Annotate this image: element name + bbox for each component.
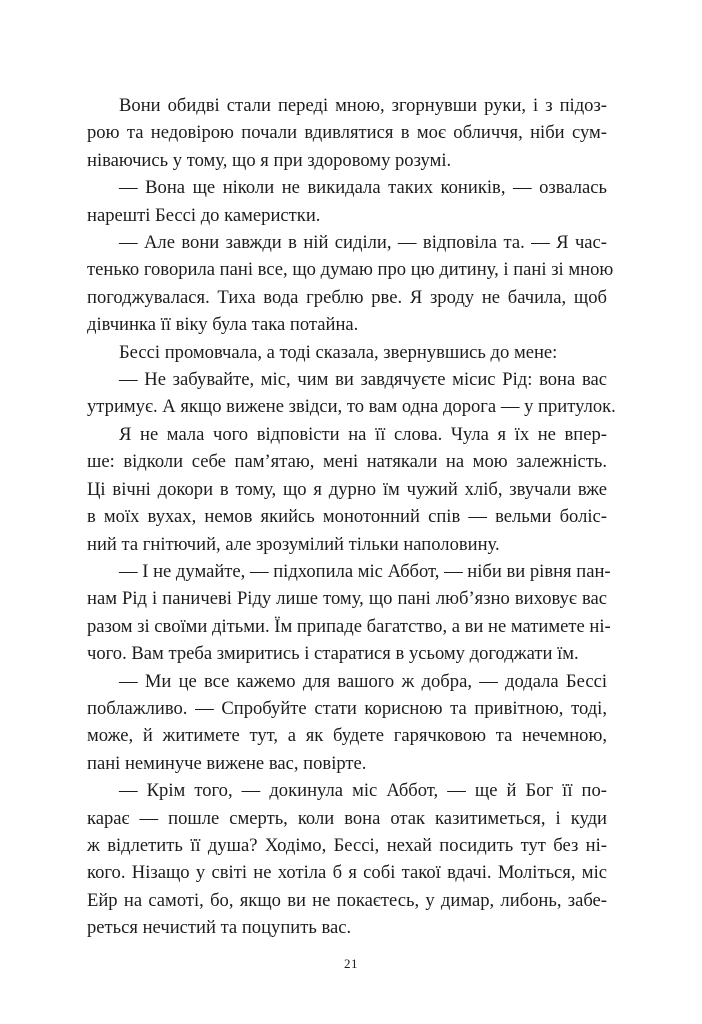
- paragraph: [87, 421, 607, 558]
- text-line: утримує. А якщо вижене звідси, то вам одна дорога — у притулок.: [87, 396, 616, 418]
- text-line: нам Рід і паничеві Ріду лише тому, що пані люб’язно виховує вас: [87, 588, 607, 610]
- text-line: реться нечистий та поцупить вас.: [87, 917, 352, 939]
- text-line: — Не забувайте, міс, чим ви завдячуєте місис Рід: вона вас: [119, 369, 607, 391]
- text-line: — Але вони завжди в ній сиділи, — відповіла та. — Я час-: [119, 232, 607, 254]
- text-line: разом зі своїми дітьми. Їм припаде багатство, а ви не матимете ні-: [87, 615, 611, 637]
- text-line: пані неминуче вижене вас, повірте.: [87, 752, 367, 774]
- text-line: нарешті Бессі до камеристки.: [87, 204, 321, 226]
- paragraph: [87, 229, 614, 339]
- paragraph: [87, 339, 607, 366]
- text-line: карає — пошле смерть, коли вона отак казитиметься, і куди: [87, 807, 607, 829]
- text-line: — І не думайте, — підхопила міс Аббот, — ніби ви рівня пан-: [119, 560, 611, 582]
- text-line: поблажливо. — Спробуйте стати корисною та привітною, тоді,: [87, 697, 607, 719]
- text-line: ний та гнітючий, але зрозумілий тільки наполовину.: [87, 533, 500, 555]
- text-line: ж відлетить її душа? Ходімо, Бессі, нехай посидить тут без ні-: [87, 834, 607, 856]
- page-number: 21: [344, 956, 358, 971]
- text-line: Ейр на самоті, бо, якщо ви не покаєтесь, у димар, либонь, забе-: [87, 889, 607, 911]
- text-line: ше: відколи себе пам’ятаю, мені натякали на мою залежність.: [87, 451, 607, 473]
- text-line: дівчинка її віку була така потайна.: [87, 314, 359, 336]
- text-line: Бессі промовчала, а тоді сказала, звернувшись до мене:: [119, 341, 558, 363]
- paragraph: [87, 366, 616, 421]
- body-text: [87, 92, 616, 942]
- text-line: — Ми це все кажемо для вашого ж добра, — додала Бессі: [119, 670, 607, 692]
- text-line: в моїх вухах, немов якийсь монотонний спів — вельми боліс-: [87, 506, 607, 528]
- text-line: ніваючись у тому, що я при здоровому розумі.: [87, 149, 452, 171]
- text-line: рою та недовірою почали вдивлятися в моє обличчя, ніби сум-: [87, 122, 607, 144]
- text-line: кого. Нізащо у світі не хотіла б я собі такої вдачі. Моліться, міс: [87, 862, 607, 884]
- text-line: Вони обидві стали переді мною, згорнувши руки, і з підоз-: [119, 95, 607, 116]
- text-line: — Вона ще ніколи не викидала таких коників, — озвалась: [119, 177, 607, 199]
- paragraph: [87, 558, 611, 668]
- text-line: погоджувалася. Тиха вода греблю рве. Я зроду не бачила, щоб: [87, 286, 607, 308]
- paragraph: [87, 777, 607, 941]
- text-line: Я не мала чого відповісти на її слова. Чула я їх не впер-: [119, 423, 607, 445]
- paragraph: [87, 174, 607, 229]
- paragraph: [87, 668, 607, 778]
- text-line: — Крім того, — докинула міс Аббот, — ще й Бог її по-: [119, 780, 607, 802]
- text-line: Ці вічні докори в тому, що я дурно їм чужий хліб, звучали вже: [87, 478, 607, 500]
- paragraph: [87, 92, 607, 174]
- text-line: тенько говорила пані все, що думаю про цю дитину, і пані зі мною: [87, 259, 614, 281]
- text-line: може, й житимете тут, а як будете гарячковою та нечемною,: [87, 725, 607, 747]
- text-line: чого. Вам треба змиритись і старатися в усьому догоджати їм.: [87, 643, 579, 665]
